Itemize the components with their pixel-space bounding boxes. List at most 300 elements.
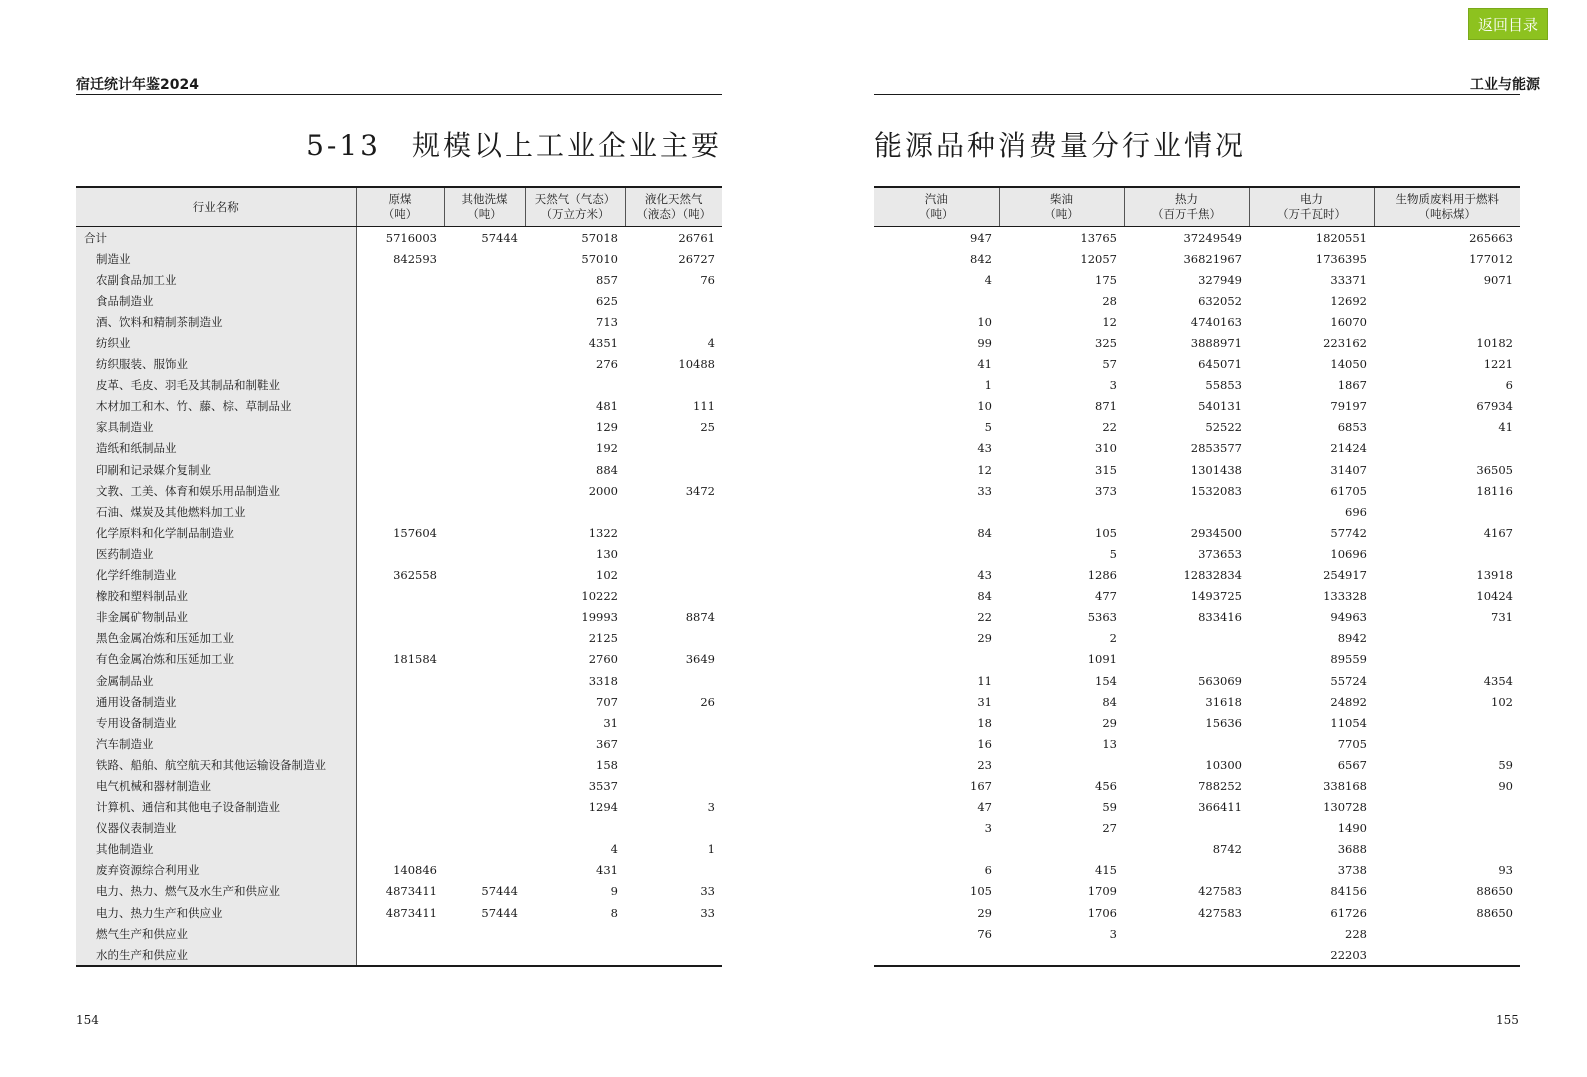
- industry-name-cell: 非金属矿物制品业: [76, 607, 356, 628]
- value-cell: [625, 754, 722, 775]
- value-cell: 310: [1095, 441, 1117, 456]
- value-cell: 130728: [1323, 800, 1367, 815]
- left-data-table: [76, 186, 722, 967]
- value-cell: 327949: [1198, 272, 1242, 287]
- table-row: [76, 332, 722, 353]
- value-cell: 6567: [1337, 757, 1367, 772]
- value-cell: 632052: [1198, 293, 1242, 308]
- value-cell: [444, 712, 525, 733]
- value-cell: 33: [700, 905, 715, 920]
- industry-name-cell: 铁路、船舶、航空航天和其他运输设备制造业: [76, 754, 356, 775]
- value-cell: 788252: [1198, 778, 1242, 793]
- value-cell: 362558: [393, 568, 437, 583]
- value-cell: 6853: [1337, 420, 1367, 435]
- value-cell: 23: [977, 757, 992, 772]
- value-cell: 57444: [481, 884, 518, 899]
- value-cell: 842: [970, 251, 992, 266]
- value-cell: 8874: [685, 610, 715, 625]
- value-cell: 1532083: [1190, 483, 1242, 498]
- table-row: [76, 459, 722, 480]
- value-cell: 67934: [1476, 399, 1513, 414]
- value-cell: 175: [1095, 272, 1117, 287]
- value-cell: [356, 944, 444, 966]
- value-cell: 3537: [588, 778, 618, 793]
- value-cell: 36821967: [1183, 251, 1242, 266]
- value-cell: 57018: [581, 230, 618, 245]
- value-cell: 338168: [1323, 778, 1367, 793]
- value-cell: [525, 501, 625, 522]
- value-cell: [356, 290, 444, 311]
- value-cell: 4167: [1483, 525, 1513, 540]
- value-cell: 24892: [1330, 694, 1367, 709]
- table-row: [874, 839, 1520, 860]
- column-name: 生物质废料用于燃料: [1395, 192, 1499, 206]
- value-cell: 167: [970, 778, 992, 793]
- value-cell: 26: [700, 694, 715, 709]
- value-cell: 5: [984, 420, 992, 435]
- column-unit: （吨）: [467, 207, 502, 221]
- value-cell: 84: [1102, 694, 1117, 709]
- value-cell: 1493725: [1190, 589, 1242, 604]
- value-cell: [625, 375, 722, 396]
- value-cell: 158: [596, 757, 618, 772]
- value-cell: [525, 944, 625, 966]
- value-cell: 31: [977, 694, 992, 709]
- value-cell: [444, 944, 525, 966]
- industry-name-cell: 农副食品加工业: [76, 269, 356, 290]
- column-name: 原煤: [388, 192, 412, 206]
- value-cell: 2934500: [1190, 525, 1242, 540]
- value-cell: [874, 839, 999, 860]
- value-cell: [999, 944, 1124, 966]
- page-number-right: 155: [1496, 1013, 1519, 1027]
- value-cell: [1374, 438, 1520, 459]
- value-cell: [356, 691, 444, 712]
- value-cell: 6: [984, 863, 992, 878]
- table-row: [874, 670, 1520, 691]
- value-cell: [444, 522, 525, 543]
- chapter-header: 工业与能源: [1470, 77, 1540, 93]
- value-cell: 10182: [1476, 336, 1513, 351]
- industry-name-cell: 纺织服装、服饰业: [76, 354, 356, 375]
- value-cell: 6: [1505, 378, 1513, 393]
- table-title-right: 能源品种消费量分行业情况: [874, 129, 1247, 162]
- table-row: [874, 501, 1520, 522]
- value-cell: [1124, 733, 1249, 754]
- industry-name-cell: 废弃资源综合利用业: [76, 860, 356, 881]
- table-row: [76, 628, 722, 649]
- value-cell: 1490: [1337, 821, 1367, 836]
- table-row: [874, 417, 1520, 438]
- value-cell: [356, 543, 444, 564]
- value-cell: [444, 691, 525, 712]
- value-cell: [999, 501, 1124, 522]
- table-row: [76, 733, 722, 754]
- value-cell: [444, 354, 525, 375]
- table-row: [76, 902, 722, 923]
- value-cell: [1374, 649, 1520, 670]
- industry-name-cell: 通用设备制造业: [76, 691, 356, 712]
- industry-name-cell: 汽车制造业: [76, 733, 356, 754]
- value-cell: 8: [610, 905, 618, 920]
- value-cell: 157604: [393, 525, 437, 540]
- table-row: [76, 860, 722, 881]
- value-cell: 13918: [1476, 568, 1513, 583]
- value-cell: 11: [977, 673, 992, 688]
- value-cell: [625, 628, 722, 649]
- table-row: [874, 944, 1520, 966]
- value-cell: 10: [977, 399, 992, 414]
- value-cell: [874, 649, 999, 670]
- value-cell: 10696: [1330, 546, 1367, 561]
- value-cell: 4740163: [1190, 314, 1242, 329]
- value-cell: 4354: [1483, 673, 1513, 688]
- table-row: [76, 649, 722, 670]
- value-cell: 367: [596, 736, 618, 751]
- column-name: 热力: [1175, 192, 1198, 206]
- value-cell: [356, 775, 444, 796]
- left-column-header: [356, 187, 444, 227]
- value-cell: 19993: [581, 610, 618, 625]
- value-cell: [356, 754, 444, 775]
- table-row: [76, 438, 722, 459]
- value-cell: 5363: [1087, 610, 1117, 625]
- value-cell: 79197: [1330, 399, 1367, 414]
- value-cell: 57742: [1330, 525, 1367, 540]
- left-table-panel: [76, 186, 722, 967]
- value-cell: [356, 628, 444, 649]
- table-row: [76, 417, 722, 438]
- table-row: [874, 480, 1520, 501]
- value-cell: 696: [1345, 504, 1367, 519]
- value-cell: [444, 923, 525, 944]
- right-column-header: [1249, 187, 1374, 227]
- value-cell: [1374, 543, 1520, 564]
- value-cell: [874, 501, 999, 522]
- industry-name-cell: 水的生产和供应业: [76, 944, 356, 966]
- value-cell: [444, 797, 525, 818]
- value-cell: [999, 754, 1124, 775]
- value-cell: 325: [1095, 336, 1117, 351]
- value-cell: 47: [977, 800, 992, 815]
- value-cell: 947: [970, 230, 992, 245]
- column-unit: （吨标煤）: [1418, 207, 1476, 221]
- value-cell: [444, 860, 525, 881]
- value-cell: 1221: [1483, 357, 1513, 372]
- value-cell: 4351: [588, 336, 618, 351]
- value-cell: [625, 586, 722, 607]
- value-cell: [874, 290, 999, 311]
- value-cell: [1374, 797, 1520, 818]
- value-cell: [525, 818, 625, 839]
- right-column-header: [999, 187, 1124, 227]
- value-cell: 842593: [393, 251, 437, 266]
- table-row: [76, 923, 722, 944]
- value-cell: 43: [977, 568, 992, 583]
- value-cell: 477: [1095, 589, 1117, 604]
- value-cell: [356, 438, 444, 459]
- value-cell: [356, 501, 444, 522]
- value-cell: 431: [596, 863, 618, 878]
- table-row: [76, 691, 722, 712]
- value-cell: 2760: [588, 652, 618, 667]
- value-cell: 33371: [1330, 272, 1367, 287]
- column-name: 汽油: [924, 192, 948, 206]
- table-row: [874, 248, 1520, 269]
- column-unit: （吨）: [382, 207, 418, 221]
- table-row: [874, 881, 1520, 902]
- table-row: [874, 860, 1520, 881]
- value-cell: [525, 923, 625, 944]
- table-row: [874, 459, 1520, 480]
- value-cell: [356, 670, 444, 691]
- value-cell: [625, 290, 722, 311]
- value-cell: 1286: [1087, 568, 1117, 583]
- value-cell: 731: [1491, 610, 1513, 625]
- value-cell: [444, 480, 525, 501]
- value-cell: 2: [1109, 631, 1117, 646]
- industry-name-cell: 仪器仪表制造业: [76, 818, 356, 839]
- value-cell: 3472: [685, 483, 715, 498]
- table-row: [76, 354, 722, 375]
- column-unit: （万千瓦时）: [1277, 207, 1346, 221]
- industry-name-cell: 化学原料和化学制品制造业: [76, 522, 356, 543]
- value-cell: 31618: [1205, 694, 1242, 709]
- value-cell: 3738: [1337, 863, 1367, 878]
- column-name: 行业名称: [192, 199, 239, 214]
- left-column-header: [625, 187, 722, 227]
- value-cell: 181584: [393, 652, 437, 667]
- value-cell: 713: [596, 314, 618, 329]
- industry-name-cell: 其他制造业: [76, 839, 356, 860]
- value-cell: [444, 417, 525, 438]
- industry-name-cell: 石油、煤炭及其他燃料加工业: [76, 501, 356, 522]
- value-cell: [356, 417, 444, 438]
- value-cell: 415: [1095, 863, 1117, 878]
- table-title-left: 5-13 规模以上工业企业主要: [306, 129, 722, 162]
- value-cell: [356, 586, 444, 607]
- industry-name-cell: 食品制造业: [76, 290, 356, 311]
- industry-name-cell: 电力、热力生产和供应业: [76, 902, 356, 923]
- value-cell: [1374, 944, 1520, 966]
- value-cell: 645071: [1198, 357, 1242, 372]
- value-cell: [356, 375, 444, 396]
- value-cell: 29: [977, 905, 992, 920]
- value-cell: [356, 311, 444, 332]
- value-cell: [444, 438, 525, 459]
- value-cell: 9071: [1483, 272, 1513, 287]
- value-cell: 2000: [588, 483, 618, 498]
- value-cell: 4873411: [385, 884, 437, 899]
- right-column-header: [1124, 187, 1249, 227]
- value-cell: [525, 375, 625, 396]
- table-row: [874, 607, 1520, 628]
- value-cell: 15636: [1205, 715, 1242, 730]
- industry-name-cell: 造纸和纸制品业: [76, 438, 356, 459]
- value-cell: [444, 628, 525, 649]
- value-cell: 373: [1095, 483, 1117, 498]
- value-cell: [1374, 712, 1520, 733]
- table-row: [76, 839, 722, 860]
- column-unit: （万立方米）: [540, 207, 610, 221]
- value-cell: [1124, 923, 1249, 944]
- industry-name-cell: 合计: [76, 227, 356, 249]
- right-column-header: [874, 187, 999, 227]
- value-cell: [625, 712, 722, 733]
- table-row: [874, 332, 1520, 353]
- value-cell: 57444: [481, 905, 518, 920]
- value-cell: 13765: [1080, 230, 1117, 245]
- industry-name-cell: 黑色金属冶炼和压延加工业: [76, 628, 356, 649]
- value-cell: [625, 565, 722, 586]
- table-row: [874, 691, 1520, 712]
- value-cell: 12: [977, 462, 992, 477]
- value-cell: 102: [596, 568, 618, 583]
- industry-name-cell: 医药制造业: [76, 543, 356, 564]
- value-cell: 223162: [1323, 336, 1367, 351]
- value-cell: 1301438: [1190, 462, 1242, 477]
- value-cell: 29: [1102, 715, 1117, 730]
- table-row: [76, 670, 722, 691]
- value-cell: 315: [1095, 462, 1117, 477]
- table-row: [76, 480, 722, 501]
- value-cell: [444, 501, 525, 522]
- table-row: [874, 797, 1520, 818]
- value-cell: 4: [707, 336, 715, 351]
- value-cell: 16070: [1330, 314, 1367, 329]
- value-cell: [625, 818, 722, 839]
- table-row: [76, 375, 722, 396]
- value-cell: 10488: [678, 357, 715, 372]
- value-cell: [625, 923, 722, 944]
- value-cell: 3: [984, 821, 992, 836]
- yearbook-header: 宿迁统计年鉴2024: [76, 77, 199, 93]
- value-cell: [356, 797, 444, 818]
- column-name: 液化天然气: [645, 192, 703, 206]
- table-row: [76, 311, 722, 332]
- value-cell: 37249549: [1183, 230, 1242, 245]
- table-row: [874, 712, 1520, 733]
- table-row: [76, 775, 722, 796]
- value-cell: 76: [700, 272, 715, 287]
- value-cell: 14050: [1330, 357, 1367, 372]
- value-cell: 130: [596, 546, 618, 561]
- value-cell: 129: [596, 420, 618, 435]
- table-row: [76, 248, 722, 269]
- value-cell: [444, 311, 525, 332]
- value-cell: 41: [1498, 420, 1513, 435]
- value-cell: 10222: [581, 589, 618, 604]
- table-row: [874, 818, 1520, 839]
- value-cell: [444, 375, 525, 396]
- value-cell: 88650: [1476, 905, 1513, 920]
- value-cell: 427583: [1198, 884, 1242, 899]
- value-cell: 8742: [1212, 842, 1242, 857]
- value-cell: 57: [1102, 357, 1117, 372]
- value-cell: 84156: [1330, 884, 1367, 899]
- table-row: [76, 754, 722, 775]
- value-cell: [874, 543, 999, 564]
- value-cell: 1820551: [1315, 230, 1367, 245]
- value-cell: 4: [610, 842, 618, 857]
- value-cell: [444, 248, 525, 269]
- table-row: [874, 396, 1520, 417]
- value-cell: 12692: [1330, 293, 1367, 308]
- column-name: 柴油: [1050, 192, 1073, 206]
- column-unit: （吨）: [1044, 207, 1079, 221]
- value-cell: 102: [1491, 694, 1513, 709]
- table-row: [76, 586, 722, 607]
- value-cell: 3688: [1337, 842, 1367, 857]
- value-cell: [356, 818, 444, 839]
- value-cell: 57444: [481, 230, 518, 245]
- industry-name-cell: 文教、工美、体育和娱乐用品制造业: [76, 480, 356, 501]
- value-cell: [1374, 839, 1520, 860]
- table-row: [76, 290, 722, 311]
- value-cell: [444, 543, 525, 564]
- value-cell: [1374, 733, 1520, 754]
- table-row: [76, 712, 722, 733]
- value-cell: 1706: [1087, 905, 1117, 920]
- value-cell: 36505: [1476, 462, 1513, 477]
- value-cell: [999, 839, 1124, 860]
- industry-name-cell: 木材加工和木、竹、藤、棕、草制品业: [76, 396, 356, 417]
- industry-name-cell: 家具制造业: [76, 417, 356, 438]
- value-cell: 43: [977, 441, 992, 456]
- industry-name-cell: 专用设备制造业: [76, 712, 356, 733]
- return-to-contents-button[interactable]: 返回目录: [1468, 8, 1548, 40]
- value-cell: [356, 480, 444, 501]
- value-cell: [444, 775, 525, 796]
- value-cell: 11054: [1330, 715, 1367, 730]
- left-column-header: [76, 187, 356, 227]
- value-cell: 55724: [1330, 673, 1367, 688]
- value-cell: [1374, 818, 1520, 839]
- industry-name-cell: 橡胶和塑料制品业: [76, 586, 356, 607]
- industry-name-cell: 印刷和记录媒介复制业: [76, 459, 356, 480]
- value-cell: 833416: [1198, 610, 1242, 625]
- column-name: 电力: [1300, 192, 1323, 206]
- industry-name-cell: 有色金属冶炼和压延加工业: [76, 649, 356, 670]
- value-cell: 88650: [1476, 884, 1513, 899]
- value-cell: [444, 269, 525, 290]
- value-cell: 8942: [1337, 631, 1367, 646]
- value-cell: 1294: [588, 800, 618, 815]
- left-column-header: [444, 187, 525, 227]
- value-cell: 12832834: [1183, 568, 1242, 583]
- value-cell: 59: [1102, 800, 1117, 815]
- value-cell: 12057: [1080, 251, 1117, 266]
- table-row: [76, 565, 722, 586]
- value-cell: 4873411: [385, 905, 437, 920]
- table-row: [76, 396, 722, 417]
- table-row: [874, 311, 1520, 332]
- value-cell: [356, 839, 444, 860]
- value-cell: 10424: [1476, 589, 1513, 604]
- table-row: [874, 227, 1520, 249]
- value-cell: [1374, 501, 1520, 522]
- industry-name-cell: 金属制品业: [76, 670, 356, 691]
- table-row: [76, 797, 722, 818]
- value-cell: [444, 396, 525, 417]
- table-row: [874, 543, 1520, 564]
- value-cell: 3318: [588, 673, 618, 688]
- value-cell: 22203: [1249, 944, 1374, 966]
- value-cell: [444, 649, 525, 670]
- header-rule-left: [76, 94, 722, 95]
- table-row: [874, 923, 1520, 944]
- table-row: [76, 522, 722, 543]
